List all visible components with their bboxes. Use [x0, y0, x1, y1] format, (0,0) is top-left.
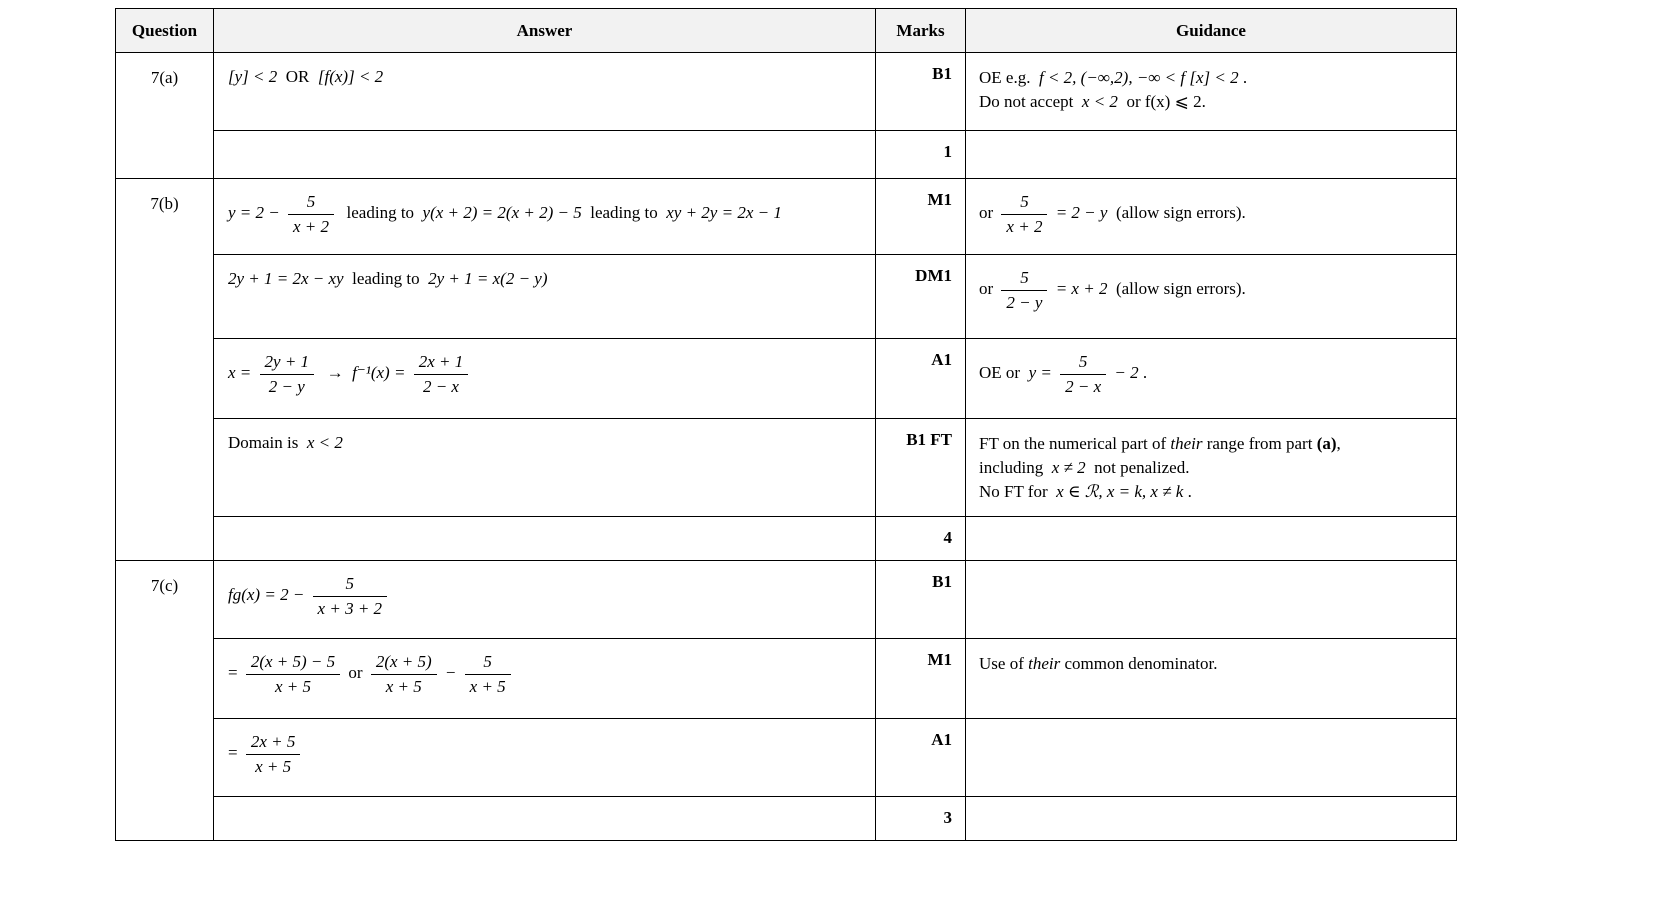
row-7c-2	[116, 639, 1457, 719]
text-run: OE e.g.	[979, 68, 1039, 87]
fraction-denominator: 2 − y	[268, 376, 305, 396]
fraction-numerator: 5	[1060, 352, 1106, 375]
fraction-denominator: x + 5	[385, 676, 422, 696]
guidance-cell	[966, 517, 1457, 561]
guidance-line	[979, 66, 1448, 90]
guidance-cell	[966, 255, 1457, 339]
question-cell-7a: 7(a)	[116, 53, 214, 179]
guidance-cell	[966, 131, 1457, 179]
row-7c-total	[116, 797, 1457, 841]
answer-cell	[214, 419, 876, 517]
text-run: x < 2	[1081, 92, 1118, 112]
text-run: [y] < 2	[228, 67, 278, 86]
text-run: their	[1028, 654, 1061, 673]
fraction-denominator: 2 − y	[1006, 292, 1043, 312]
text-run: =	[228, 662, 242, 682]
text-run: .	[1238, 68, 1248, 87]
text-run: [f(x)] < 2	[317, 67, 384, 86]
answer-text	[228, 192, 867, 236]
fraction	[1001, 268, 1047, 312]
fraction-denominator: 2 − x	[422, 376, 459, 396]
marks-total-cell: 1	[876, 131, 966, 179]
marks-total-cell: 4	[876, 517, 966, 561]
text-run: OE or	[979, 362, 1029, 382]
answer-cell	[214, 255, 876, 339]
text-run: →	[318, 362, 353, 382]
answer-cell	[214, 131, 876, 179]
row-7a-1	[116, 53, 1457, 131]
text-run: 2y + 1 = x(2 − y)	[428, 269, 548, 288]
guidance-line	[979, 432, 1448, 456]
fraction-denominator: x + 2	[293, 216, 330, 236]
text-run: xy + 2y = 2x − 1	[666, 202, 782, 222]
answer-cell	[214, 517, 876, 561]
text-run: − 2	[1110, 362, 1139, 382]
guidance-line	[979, 90, 1448, 114]
fraction-numerator: 5	[465, 652, 511, 675]
text-run: x < 2	[306, 433, 343, 452]
text-run: or	[979, 202, 998, 222]
text-run: −	[440, 662, 461, 682]
text-run: leading to	[343, 269, 429, 288]
row-7b-total	[116, 517, 1457, 561]
fraction	[288, 192, 334, 236]
guidance-line	[979, 652, 1448, 676]
fraction-numerator: 5	[288, 192, 334, 215]
guidance-line	[979, 268, 1448, 312]
fraction	[246, 732, 301, 776]
guidance-cell	[966, 561, 1457, 639]
fraction	[371, 652, 437, 696]
row-7c-1	[116, 561, 1457, 639]
text-run: Use of	[979, 654, 1029, 673]
text-run: f < 2, (−∞,2), −∞ < f [x] < 2	[1038, 68, 1239, 87]
guidance-cell	[966, 53, 1457, 131]
row-7c-3	[116, 719, 1457, 797]
answer-cell	[214, 179, 876, 255]
fraction-denominator: x + 5	[469, 676, 506, 696]
fraction	[246, 652, 340, 696]
text-run: common denominator.	[1060, 654, 1218, 673]
header-question: Question	[116, 9, 214, 53]
guidance-line	[979, 456, 1448, 480]
answer-text	[228, 574, 867, 618]
text-run: or	[979, 278, 998, 298]
question-cell-7b: 7(b)	[116, 179, 214, 561]
text-run: y =	[1028, 362, 1057, 382]
guidance-line	[979, 192, 1448, 236]
fraction-denominator: 2 − x	[1065, 376, 1102, 396]
answer-text	[228, 732, 867, 776]
marks-cell: DM1	[876, 255, 966, 339]
text-run: x ∈ ℛ, x = k, x ≠ k	[1056, 482, 1184, 502]
text-run: f⁻¹(x) =	[352, 362, 410, 382]
answer-cell	[214, 639, 876, 719]
text-run: leading to	[581, 202, 667, 222]
guidance-cell	[966, 339, 1457, 419]
text-run: (allow sign errors).	[1107, 278, 1246, 298]
answer-text	[228, 268, 867, 291]
marks-total-cell: 3	[876, 797, 966, 841]
text-run: range from part	[1202, 434, 1317, 453]
answer-cell	[214, 53, 876, 131]
text-run: x =	[228, 362, 256, 382]
guidance-cell	[966, 419, 1457, 517]
guidance-cell	[966, 179, 1457, 255]
fraction-denominator: x + 2	[1006, 216, 1043, 236]
fraction-numerator: 5	[1001, 268, 1047, 291]
text-run: or f(x) ⩽ 2.	[1117, 92, 1206, 112]
guidance-line	[979, 480, 1448, 504]
row-7a-total	[116, 131, 1457, 179]
fraction-numerator: 2x + 5	[246, 732, 301, 755]
row-7b-3	[116, 339, 1457, 419]
fraction-numerator: 2y + 1	[260, 352, 315, 375]
fraction-denominator: x + 5	[255, 756, 292, 776]
header-answer: Answer	[214, 9, 876, 53]
marks-cell: A1	[876, 339, 966, 419]
row-7b-1	[116, 179, 1457, 255]
text-run: fg(x) = 2 −	[228, 584, 309, 604]
answer-text	[228, 432, 867, 455]
text-run: Do not accept	[979, 92, 1082, 112]
text-run: or	[344, 662, 367, 682]
header-row	[116, 9, 1457, 53]
text-run: 2y + 1 = 2x − xy	[228, 269, 344, 288]
guidance-cell	[966, 639, 1457, 719]
fraction	[313, 574, 388, 618]
row-7b-2	[116, 255, 1457, 339]
answer-cell	[214, 339, 876, 419]
answer-cell	[214, 719, 876, 797]
fraction-numerator: 5	[313, 574, 388, 597]
text-run: leading to	[338, 202, 423, 222]
fraction-numerator: 5	[1001, 192, 1047, 215]
text-run: not penalized.	[1085, 458, 1190, 478]
fraction-denominator: x + 3 + 2	[317, 598, 383, 618]
row-7b-4	[116, 419, 1457, 517]
marks-cell: B1	[876, 53, 966, 131]
text-run: x ≠ 2	[1051, 458, 1086, 478]
text-run: ,	[1336, 434, 1341, 453]
text-run: = 2 − y	[1051, 202, 1108, 222]
fraction	[260, 352, 315, 396]
fraction	[1060, 352, 1106, 396]
fraction-numerator: 2x + 1	[414, 352, 469, 375]
answer-text	[228, 652, 867, 696]
question-cell-7c: 7(c)	[116, 561, 214, 841]
answer-cell	[214, 561, 876, 639]
text-run: (allow sign errors).	[1107, 202, 1246, 222]
text-run: including	[979, 458, 1052, 478]
mark-scheme-table	[115, 8, 1457, 841]
guidance-line	[979, 352, 1448, 396]
marks-cell: B1	[876, 561, 966, 639]
text-run: FT on the numerical part of	[979, 434, 1171, 453]
marks-cell: M1	[876, 179, 966, 255]
fraction	[465, 652, 511, 696]
fraction-numerator: 2(x + 5)	[371, 652, 437, 675]
text-run: No FT for	[979, 482, 1057, 502]
text-run: =	[228, 742, 242, 762]
text-run: (a)	[1316, 434, 1337, 453]
fraction-denominator: x + 5	[274, 676, 312, 696]
marks-cell: A1	[876, 719, 966, 797]
text-run: y = 2 −	[228, 202, 284, 222]
text-run: their	[1170, 434, 1203, 453]
text-run: y(x + 2) = 2(x + 2) − 5	[422, 202, 582, 222]
text-run: Domain is	[228, 433, 307, 452]
fraction	[1001, 192, 1047, 236]
text-run: = x + 2	[1051, 278, 1108, 298]
text-run: .	[1183, 482, 1192, 502]
marks-cell: M1	[876, 639, 966, 719]
answer-cell	[214, 797, 876, 841]
header-guidance: Guidance	[966, 9, 1457, 53]
guidance-cell	[966, 797, 1457, 841]
fraction	[414, 352, 469, 396]
guidance-cell	[966, 719, 1457, 797]
text-run: OR	[277, 67, 318, 86]
fraction-numerator: 2(x + 5) − 5	[246, 652, 340, 675]
marks-cell: B1 FT	[876, 419, 966, 517]
text-run: .	[1138, 362, 1148, 382]
answer-text	[228, 352, 867, 396]
answer-text	[228, 66, 867, 89]
header-marks: Marks	[876, 9, 966, 53]
